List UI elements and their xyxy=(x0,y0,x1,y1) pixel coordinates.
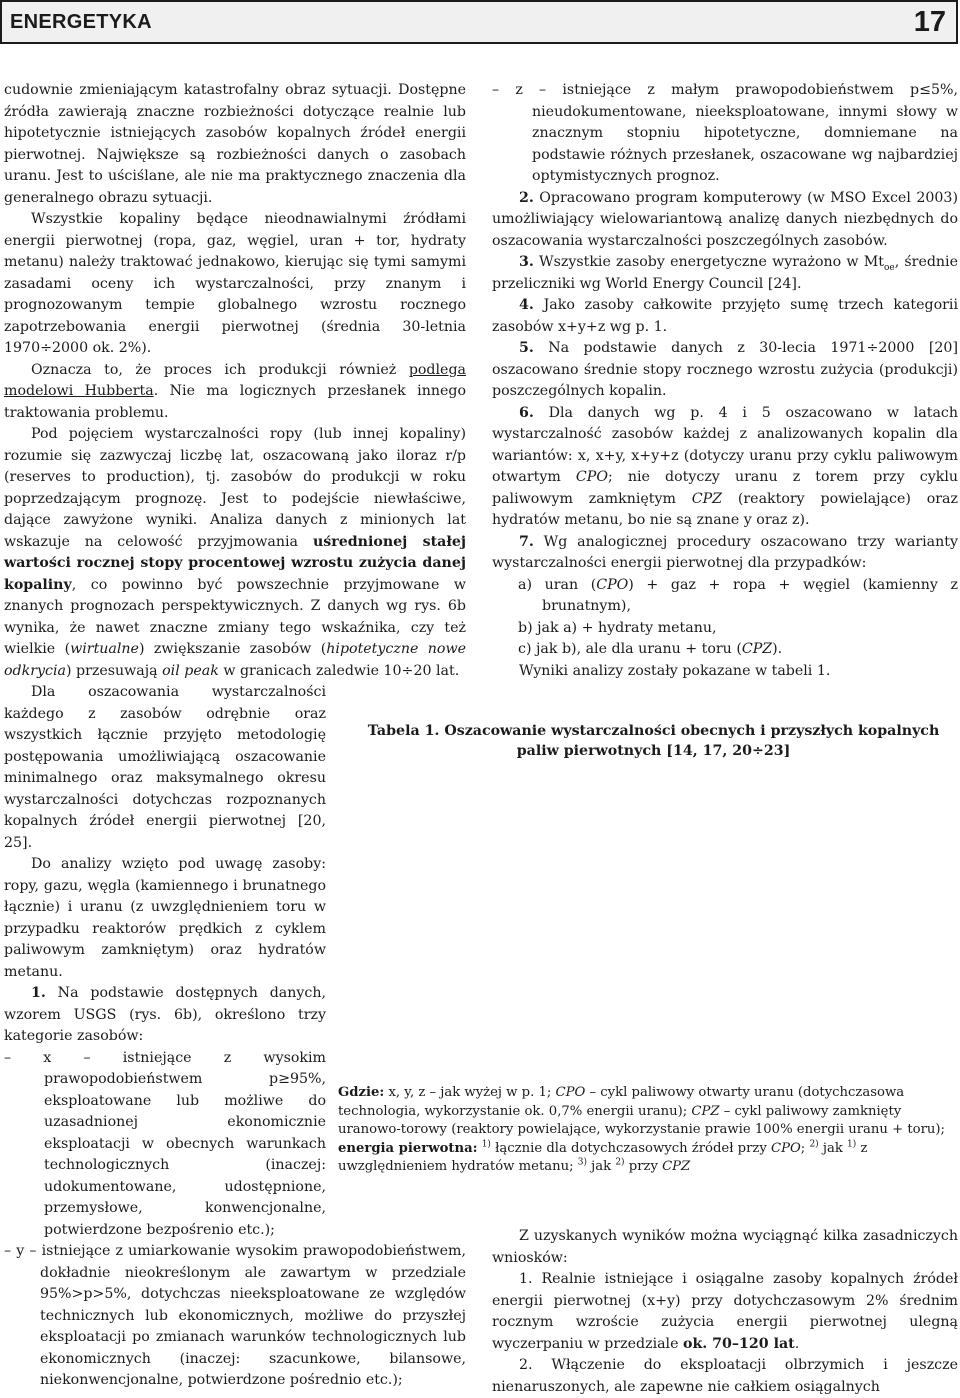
paragraph: 2. Włączenie do eksploatacji olbrzymich i jeszcze nienaruszonych, ale zapewne nie całkiem osiągalnych xyxy=(492,1357,958,1395)
paragraph xyxy=(492,252,958,295)
italic-text: CPO xyxy=(596,576,629,593)
table-caption-line: Tabela 1. Oszacowanie wystarczalności obecnych i przyszłych kopalnych xyxy=(367,723,940,739)
list-item: – x – istniejące z wysokim prawopodobieństwem p≥95%, eksploatowane lub możliwe do uzasadnionej ekonomicznie eksploatacji w obecnych warunkach technologicznych (inaczej: udokumentowane, udostępnione, przemysłowe, konwencjonalne, potwierdzone bezpośrenio etc.); xyxy=(4,1049,326,1238)
italic-text: oil peak xyxy=(162,662,219,679)
italic-text: wirtualne xyxy=(70,641,139,657)
text: Na podstawie dostępnych danych, wzorem USGS (rys. 6b), określono trzy kategorie zasobów: xyxy=(4,985,326,1044)
wrapped-text-block xyxy=(4,682,326,1241)
item-number: 7. xyxy=(519,533,534,550)
bold-text: uśrednionej stałej wartości rocznej stopy procentowej wzrostu zużycia danej kopaliny xyxy=(4,533,466,593)
text: ) przesuwają xyxy=(65,662,163,679)
text: Oznacza to, że proces ich produkcji również xyxy=(31,361,409,378)
paragraph xyxy=(4,360,466,425)
paragraph xyxy=(492,188,958,253)
paragraph xyxy=(492,403,958,532)
text: Pod pojęciem wystarczalności ropy (lub innej kopaliny) rozumie się zazwyczaj liczbę lat, oszacowaną jako iloraz r/p (reserves to production), tj. zasobów do produkcji w roku poprzedzającym prognozę. Jest to podejście niewłaściwe, dające zawyżone wyniki. Analiza danych z minionych lat wskazuje na celowość przyjmowania xyxy=(4,426,466,550)
item-number: 4. xyxy=(519,297,534,313)
paragraph: Dla oszacowania wystarczalności każdego z zasobów odrębnie oraz wszystkich łącznie przyjęto metodologię postępowania umożliwiającą oszacowanie minimalnego oraz maksymalnego okresu wystarczalności dotychczas rozpoznanych kopalnych źródeł energii pierwotnej [20, 25]. xyxy=(4,684,326,851)
text: jak xyxy=(586,1159,616,1174)
section-title: ENERGETYKA xyxy=(10,11,152,33)
text: , co powinno być powszechnie przyjmowane w znanych prognozach perspektywicznych. Z danych wg rys. 6b wynika, że nawet znaczne zmiany tego wskaźnika, czy też wielkie ( xyxy=(4,576,466,657)
text: x, y, z – jak wyżej w p. 1; xyxy=(384,1085,556,1100)
table-footnote xyxy=(338,1084,958,1177)
list-item: – y – istniejące z umiarkowanie wysokim prawopodobieństwem, dokładnie nieokreślonym ale zawartym w przedziale 95%>p>5%, dotychczas nieeksploatowane ze względów technicznych lub ekonomicznych, możliwe do przyszłej eksploatacji po zmianach warunków technologicznych lub ekonomicznych (inaczej: szacunkowe, bilansowe, niekonwencjonalne, potwierdzone pośrednio etc.); xyxy=(4,1243,466,1388)
paragraph xyxy=(492,1269,958,1355)
subscript: oe xyxy=(883,262,895,273)
text: – cykl paliwowy zamknięty uranowo-torowy (reaktory powielające, wykorzystanie prawie 100% energii uranu + toru); xyxy=(338,1103,945,1137)
text: a) uran ( xyxy=(518,576,597,593)
text: ). xyxy=(772,641,783,657)
paragraph xyxy=(492,532,958,575)
text: Wg analogicznej procedury oszacowano trzy warianty wystarczalności energii pierwotnej dla przypadków: xyxy=(492,533,958,571)
paragraph xyxy=(4,424,466,682)
item-number: 1. xyxy=(31,985,46,1001)
item-number: 6. xyxy=(519,404,534,421)
text: ) zwiększanie zasobów ( xyxy=(138,641,327,657)
superscript: 2) xyxy=(615,1157,625,1168)
italic-text: CPZ xyxy=(662,1159,691,1174)
superscript: 3) xyxy=(577,1157,587,1168)
text: ) + gaz + ropa + węgiel (kamienny z brunatnym), xyxy=(542,576,958,614)
paragraph: Wyniki analizy zostały pokazane w tabeli 1. xyxy=(519,662,831,679)
superscript: 2) xyxy=(809,1139,819,1150)
page-header xyxy=(0,0,958,44)
text: . xyxy=(794,1335,800,1352)
item-number: 3. xyxy=(519,254,534,270)
italic-text: CPO xyxy=(575,469,608,485)
paragraph: Do analizy wzięto pod uwagę zasoby: ropy, gazu, węgla (kamiennego i brunatnego łącznie) i uranu (z uwzględnieniem toru w przypadku reaktorów prędkich z cyklem paliwowym zamkniętym) oraz hydratów metanu. xyxy=(4,856,326,980)
italic-text: CPO xyxy=(555,1085,586,1100)
footnote-label: Gdzie: xyxy=(338,1085,385,1100)
text: przy xyxy=(624,1159,663,1174)
paragraph: Z uzyskanych wyników można wyciągnąć kilka zasadniczych wniosków: xyxy=(492,1228,958,1266)
text: łącznie dla dotychczasowych źródeł przy xyxy=(490,1140,772,1156)
italic-text: hipotetyczne nowe odkrycia xyxy=(4,641,466,679)
text: (reaktory powielające) oraz hydratów metanu, bo nie są znane y oraz z). xyxy=(492,490,958,528)
text: jak xyxy=(818,1140,848,1156)
underlined-text: podlega modelowi Hubberta xyxy=(4,361,466,399)
paragraph xyxy=(492,295,958,338)
paragraph xyxy=(492,338,958,403)
table-caption xyxy=(349,721,958,761)
text: , średnie przeliczniki wg World Energy Council [24]. xyxy=(492,254,958,292)
italic-text: CPZ xyxy=(691,1103,720,1119)
italic-text: CPZ xyxy=(741,641,773,657)
paragraph: cudownie zmieniającym katastrofalny obraz sytuacji. Dostępne źródła zawierają znaczne rozbieżności dotyczące realnie lub hipotetycznie istniejących zasobów kopalnych źródeł energii pierwotnej. Największe są rozbieżności danych o zasobach uranu. Jest to uściślane, ale nie ma praktycznego znaczenia dla generalnego obrazu sytuacji. xyxy=(4,82,466,206)
text: Opracowano program komputerowy (w MSO Excel 2003) umożliwiający wielowariantową analizę danych niezbędnych do oszacowania wystarczalności poszczególnych zasobów. xyxy=(492,189,958,249)
list-item xyxy=(492,639,958,661)
paragraph xyxy=(4,983,326,1048)
text: 1. Realnie istniejące i osiągalne zasoby kopalnych źródeł energii pierwotnej (x+y) przy dotychczasowym 2% średnim rocznym wzroście zużycia energii pierwotnej ulegną wyczerpaniu w przedziale xyxy=(492,1271,958,1352)
right-column xyxy=(492,80,958,682)
bold-text: ok. 70–120 lat xyxy=(683,1335,795,1352)
text: Na podstawie danych z 30-lecia 1971÷2000 [20] oszacowano średnie stopy rocznego wzrostu zużycia (produkcji) poszczególnych kopalin. xyxy=(492,340,958,399)
list-item: – z – istniejące z małym prawopodobieństwem p≤5%, nieudokumentowane, nieeksploatowane, innymi słowy w znacznym stopniu hipotetyczne, domniemane na podstawie różnych przesłanek, oszacowane wg najbardziej optymistycznych prognoz. xyxy=(492,82,958,184)
italic-text: CPZ xyxy=(691,490,723,507)
text: – cykl paliwowy otwarty uranu (dotychczasowa technologia, wykorzystanie ok. 0,7% energii uranu); xyxy=(338,1085,905,1119)
list-item: b) jak a) + hydraty metanu, xyxy=(518,619,717,636)
item-number: 5. xyxy=(519,340,534,356)
text: Dla danych wg p. 4 i 5 oszacowano w latach wystarczalność zasobów każdej z analizowanych kopalin dla wariantów: x, x+y, x+y+z (dotyczy uranu przy cyklu paliwowym otwartym xyxy=(492,404,958,485)
paragraph: Wszystkie kopaliny będące nieodnawialnymi źródłami energii pierwotnej (ropa, gaz, węgiel, uran + tor, hydraty metanu) należy traktować jednakowo, kierując się tymi samymi zasadami oceny ich wystarczalności, przy znanym i prognozowanym tempie globalnego wzrostu rocznego zapotrzebowania energii pierwotnej (średnia 30-letnia 1970÷2000 ok. 2%). xyxy=(4,211,466,356)
text: ; nie dotyczy uranu z torem przy cyklu paliwowym zamkniętym xyxy=(492,469,958,507)
superscript: 1) xyxy=(481,1139,491,1150)
text: Wszystkie zasoby energetyczne wyrażono w Mt xyxy=(533,254,884,270)
text: w granicach zaledwie 10÷20 lat. xyxy=(218,662,460,679)
text: Jako zasoby całkowite przyjęto sumę trzech kategorii zasobów x+y+z wg p. 1. xyxy=(492,297,958,335)
text: z uwzględnieniem hydratów metanu; xyxy=(338,1140,868,1174)
page-number: 17 xyxy=(913,6,946,38)
text: c) jak b), ale dla uranu + toru ( xyxy=(518,641,742,657)
text: ; xyxy=(800,1140,810,1156)
italic-text: CPO xyxy=(771,1140,801,1156)
table-caption-line: paliw pierwotnych [14, 17, 20÷23] xyxy=(516,743,791,759)
conclusions-block xyxy=(492,1226,958,1398)
superscript: 1) xyxy=(847,1139,857,1150)
item-number: 2. xyxy=(519,189,534,206)
text: . Nie ma logicznych przesłanek innego traktowania problemu. xyxy=(4,383,466,421)
list-item xyxy=(492,575,958,618)
bold-text: energia pierwotna: xyxy=(338,1140,478,1156)
